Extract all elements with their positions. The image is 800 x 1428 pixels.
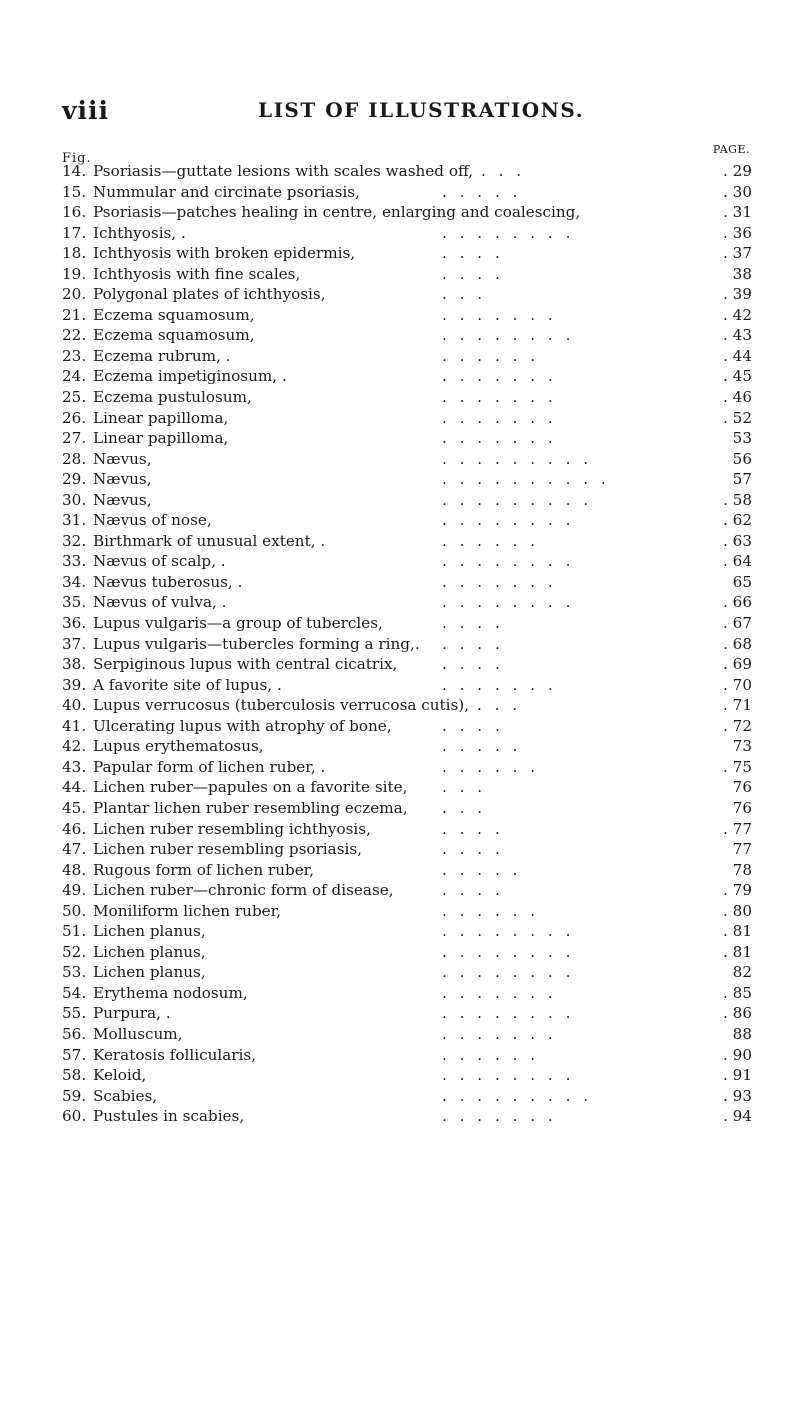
dot-leader: . . . . . . [442,531,540,550]
figure-caption: Eczema squamosum, [93,305,255,324]
list-item [62,901,752,922]
figure-number: 16. [62,203,87,222]
page-reference: 88 [732,1024,752,1043]
page-reference: . 81 [723,942,752,961]
dot-leader: . . . . . . [442,901,540,920]
page-reference: . 93 [723,1086,752,1105]
figure-number: 27. [62,429,87,448]
page-reference: 73 [732,737,752,756]
figure-caption: Eczema rubrum, . [93,346,231,365]
figure-number: 26. [62,408,87,427]
dot-leader: . . . . . . . . [442,942,575,961]
page-reference: 57 [732,470,752,489]
figure-caption: Scabies, [93,1086,158,1105]
page-reference: . 31 [723,203,752,222]
figure-number: 45. [62,798,87,817]
figure-caption: Eczema squamosum, [93,326,255,345]
figure-number: 54. [62,983,87,1002]
page-reference: . 94 [723,1107,752,1126]
dot-leader: . . . . . . . [442,675,557,694]
list-item [62,387,752,408]
list-item [62,1045,752,1066]
list-item [62,551,752,572]
list-item [62,921,752,942]
list-item [62,880,752,901]
figure-caption: Nævus, [93,490,152,509]
list-item [62,757,752,778]
figure-number: 39. [62,675,87,694]
list-item [62,202,752,223]
figure-caption: Eczema pustulosum, [93,388,252,407]
figure-number: 37. [62,634,87,653]
figure-caption: Lichen ruber resembling ichthyosis, [93,819,371,838]
illustration-list [62,161,752,1127]
page-reference: . 68 [723,634,752,653]
list-item [62,161,752,182]
dot-leader: . . . . [442,264,504,283]
dot-leader: . . . . . . . [442,572,557,591]
list-item [62,983,752,1004]
figure-caption: Nævus, [93,470,152,489]
figure-caption: Linear papilloma, [93,429,229,448]
list-item [62,675,752,696]
figure-number: 20. [62,285,87,304]
figure-number: 32. [62,531,87,550]
figure-caption: Papular form of lichen ruber, . [93,757,326,776]
figure-number: 25. [62,388,87,407]
figure-number: 50. [62,901,87,920]
page-reference: . 79 [723,881,752,900]
figure-number: 41. [62,716,87,735]
page-reference: 38 [732,264,752,283]
page-reference: . 66 [723,593,752,612]
figure-caption: Serpiginous lupus with central cicatrix, [93,655,398,674]
figure-caption: Polygonal plates of ichthyosis, [93,285,326,304]
page-reference: . 62 [723,511,752,530]
list-item [62,223,752,244]
list-item [62,510,752,531]
figure-caption: Plantar lichen ruber resembling eczema, [93,798,408,817]
page-number: viii [62,96,110,125]
page-reference: . 80 [723,901,752,920]
figure-number: 29. [62,470,87,489]
figure-caption: Lichen ruber—chronic form of disease, [93,881,394,900]
figure-caption: Ulcerating lupus with atrophy of bone, [93,716,392,735]
list-item [62,428,752,449]
dot-leader: . . . . . . . [442,1107,557,1126]
list-item [62,962,752,983]
page-reference: . 75 [723,757,752,776]
page-reference: . 46 [723,388,752,407]
page-reference: . 63 [723,531,752,550]
page-reference: . 29 [723,162,752,180]
figure-caption: Lupus vulgaris—tubercles forming a ring,. [93,634,420,653]
figure-number: 18. [62,244,87,263]
dot-leader: . . . . . . . . [442,1004,575,1023]
list-item [62,1024,752,1045]
dot-leader: . . . . . . [442,757,540,776]
list-item [62,572,752,593]
figure-number: 35. [62,593,87,612]
figure-number: 46. [62,819,87,838]
dot-leader: . . . . . . . [442,408,557,427]
page-reference: . 52 [723,408,752,427]
dot-leader: . . . . . . . . [442,593,575,612]
list-item [62,716,752,737]
page-reference: . 86 [723,1004,752,1023]
dot-leader: . . . . . [442,182,522,201]
figure-caption: A favorite site of lupus, . [93,675,282,694]
dot-leader: . . . [442,778,487,797]
list-item [62,243,752,264]
figure-caption: Nævus tuberosus, . [93,572,243,591]
figure-number: 30. [62,490,87,509]
fig-column-heading: Fig. [62,151,92,166]
figure-caption: Molluscum, [93,1024,183,1043]
figure-caption: Nævus of scalp, . [93,552,226,571]
dot-leader: . . . [442,285,487,304]
list-item [62,490,752,511]
figure-number: 52. [62,942,87,961]
figure-caption: Linear papilloma, [93,408,229,427]
dot-leader: . . . . . . [442,1045,540,1064]
page-reference: 53 [732,429,752,448]
figure-number: 19. [62,264,87,283]
figure-number: 58. [62,1066,87,1085]
dot-leader: . . . . . . . . . . [442,470,610,489]
dot-leader: . . . . . . . [442,305,557,324]
page-reference: . 77 [723,819,752,838]
dot-leader: . . . [442,798,487,817]
page-reference: . 37 [723,244,752,263]
figure-caption: Nævus of nose, [93,511,212,530]
list-item [62,777,752,798]
list-item [62,264,752,285]
list-item [62,182,752,203]
list-item [62,736,752,757]
page-reference: 78 [732,860,752,879]
page-header [62,96,762,136]
list-item [62,819,752,840]
list-item [62,284,752,305]
page-reference: . 72 [723,716,752,735]
page-reference: . 44 [723,346,752,365]
figure-number: 28. [62,449,87,468]
figure-number: 33. [62,552,87,571]
page-reference: . 58 [723,490,752,509]
list-item [62,1086,752,1107]
dot-leader: . . . . . . . . [442,326,575,345]
page-reference: 76 [732,798,752,817]
dot-leader: . . . . [442,716,504,735]
dot-leader: . . . . . . . [442,429,557,448]
figure-number: 38. [62,655,87,674]
figure-caption: Eczema impetiginosum, . [93,367,287,386]
dot-leader: . . . . [442,819,504,838]
figure-caption: Nævus of vulva, . [93,593,227,612]
page-reference: . 42 [723,305,752,324]
figure-caption: Lichen ruber—papules on a favorite site, [93,778,408,797]
list-item [62,860,752,881]
list-item [62,839,752,860]
figure-caption: Pustules in scabies, [93,1107,245,1126]
list-item [62,654,752,675]
figure-caption: Lupus vulgaris—a group of tubercles, [93,614,383,633]
dot-leader: . . . . [442,840,504,859]
list-item [62,531,752,552]
dot-leader: . . . . . . . . . [442,1086,593,1105]
page-reference: . 30 [723,182,752,201]
dot-leader: . . . . . . . . . [442,449,593,468]
dot-leader: . . . . . . . . [442,223,575,242]
figure-number: 60. [62,1107,87,1126]
figure-number: 57. [62,1045,87,1064]
list-item [62,1106,752,1127]
page-reference: 77 [732,840,752,859]
figure-caption: Ichthyosis with broken epidermis, [93,244,356,263]
list-item [62,592,752,613]
page-reference: . 85 [723,983,752,1002]
list-item [62,408,752,429]
page-reference: 76 [732,778,752,797]
figure-number: 24. [62,367,87,386]
figure-number: 49. [62,881,87,900]
figure-number: 48. [62,860,87,879]
list-item [62,1065,752,1086]
list-item [62,325,752,346]
list-item [62,449,752,470]
figure-number: 15. [62,182,87,201]
figure-number: 43. [62,757,87,776]
page-column-heading: PAGE. [712,143,750,156]
page-reference: . 45 [723,367,752,386]
figure-number: 47. [62,840,87,859]
figure-caption: Lichen planus, [93,963,206,982]
page-reference: . 43 [723,326,752,345]
page-reference: . 64 [723,552,752,571]
figure-number: 36. [62,614,87,633]
dot-leader: . . . . . . . [442,1024,557,1043]
dot-leader: . . . . [442,881,504,900]
figure-caption: Nummular and circinate psoriasis, [93,182,360,201]
dot-leader: . . . . . . . . [442,511,575,530]
page-reference: . 70 [723,675,752,694]
figure-number: 34. [62,572,87,591]
figure-number: 23. [62,346,87,365]
figure-caption: Rugous form of lichen ruber, [93,860,315,879]
running-title: LIST OF ILLUSTRATIONS. [258,98,585,122]
list-item [62,798,752,819]
page-reference: . 91 [723,1066,752,1085]
page-reference: . 67 [723,614,752,633]
figure-number: 31. [62,511,87,530]
list-item [62,305,752,326]
page-reference: . 36 [723,223,752,242]
figure-caption: Lichen planus, [93,942,206,961]
list-item [62,469,752,490]
figure-number: 22. [62,326,87,345]
list-item [62,613,752,634]
dot-leader: . . . . . . . . [442,963,575,982]
dot-leader: . . . [477,696,522,715]
list-item [62,1003,752,1024]
figure-caption: Moniliform lichen ruber, [93,901,282,920]
figure-caption: Erythema nodosum, [93,983,248,1002]
figure-number: 55. [62,1004,87,1023]
dot-leader: . . . . . . . . . [442,490,593,509]
page-reference: 82 [732,963,752,982]
page-reference: . 81 [723,922,752,941]
figure-caption: Ichthyosis, . [93,223,186,242]
figure-number: 21. [62,305,87,324]
figure-number: 14. [62,162,87,180]
list-item [62,366,752,387]
figure-number: 53. [62,963,87,982]
figure-caption: Keratosis follicularis, [93,1045,257,1064]
page-reference: . 69 [723,655,752,674]
list-item [62,346,752,367]
page-reference: . 39 [723,285,752,304]
dot-leader: . . . . . . . . [442,922,575,941]
figure-caption: Psoriasis—patches healing in centre, enlarging and coalescing, [93,203,581,222]
figure-number: 56. [62,1024,87,1043]
figure-number: 44. [62,778,87,797]
list-item [62,942,752,963]
dot-leader: . . . . . . [442,346,540,365]
figure-number: 51. [62,922,87,941]
dot-leader: . . . . . [442,860,522,879]
page-reference: . 90 [723,1045,752,1064]
dot-leader: . . . . [442,655,504,674]
figure-caption: Purpura, . [93,1004,171,1023]
figure-caption: Lichen planus, [93,922,206,941]
figure-caption: Lichen ruber resembling psoriasis, [93,840,362,859]
dot-leader: . . . . . . . [442,983,557,1002]
dot-leader: . . . . [442,634,504,653]
dot-leader: . . . . . [442,737,522,756]
dot-leader: . . . . . . . . [442,1066,575,1085]
page-reference: 56 [732,449,752,468]
figure-number: 40. [62,696,87,715]
dot-leader: . . . . . . . [442,367,557,386]
figure-number: 59. [62,1086,87,1105]
dot-leader: . . . . [442,244,504,263]
figure-caption: Lupus erythematosus, [93,737,264,756]
figure-caption: Lupus verrucosus (tuberculosis verrucosa cutis), [93,696,470,715]
figure-caption: Psoriasis—guttate lesions with scales washed off, [93,162,474,180]
column-headings [62,143,750,166]
figure-caption: Ichthyosis with fine scales, [93,264,301,283]
dot-leader: . . . . . . . . [442,552,575,571]
figure-number: 17. [62,223,87,242]
figure-caption: Birthmark of unusual extent, . [93,531,326,550]
figure-number: 42. [62,737,87,756]
page-reference: 65 [732,572,752,591]
dot-leader: . . . . . . . [442,388,557,407]
page-reference: . 71 [723,696,752,715]
figure-caption: Keloid, [93,1066,147,1085]
dot-leader: . . . [481,162,526,180]
dot-leader: . . . . [442,614,504,633]
list-item [62,695,752,716]
list-item [62,634,752,655]
figure-caption: Nævus, [93,449,152,468]
